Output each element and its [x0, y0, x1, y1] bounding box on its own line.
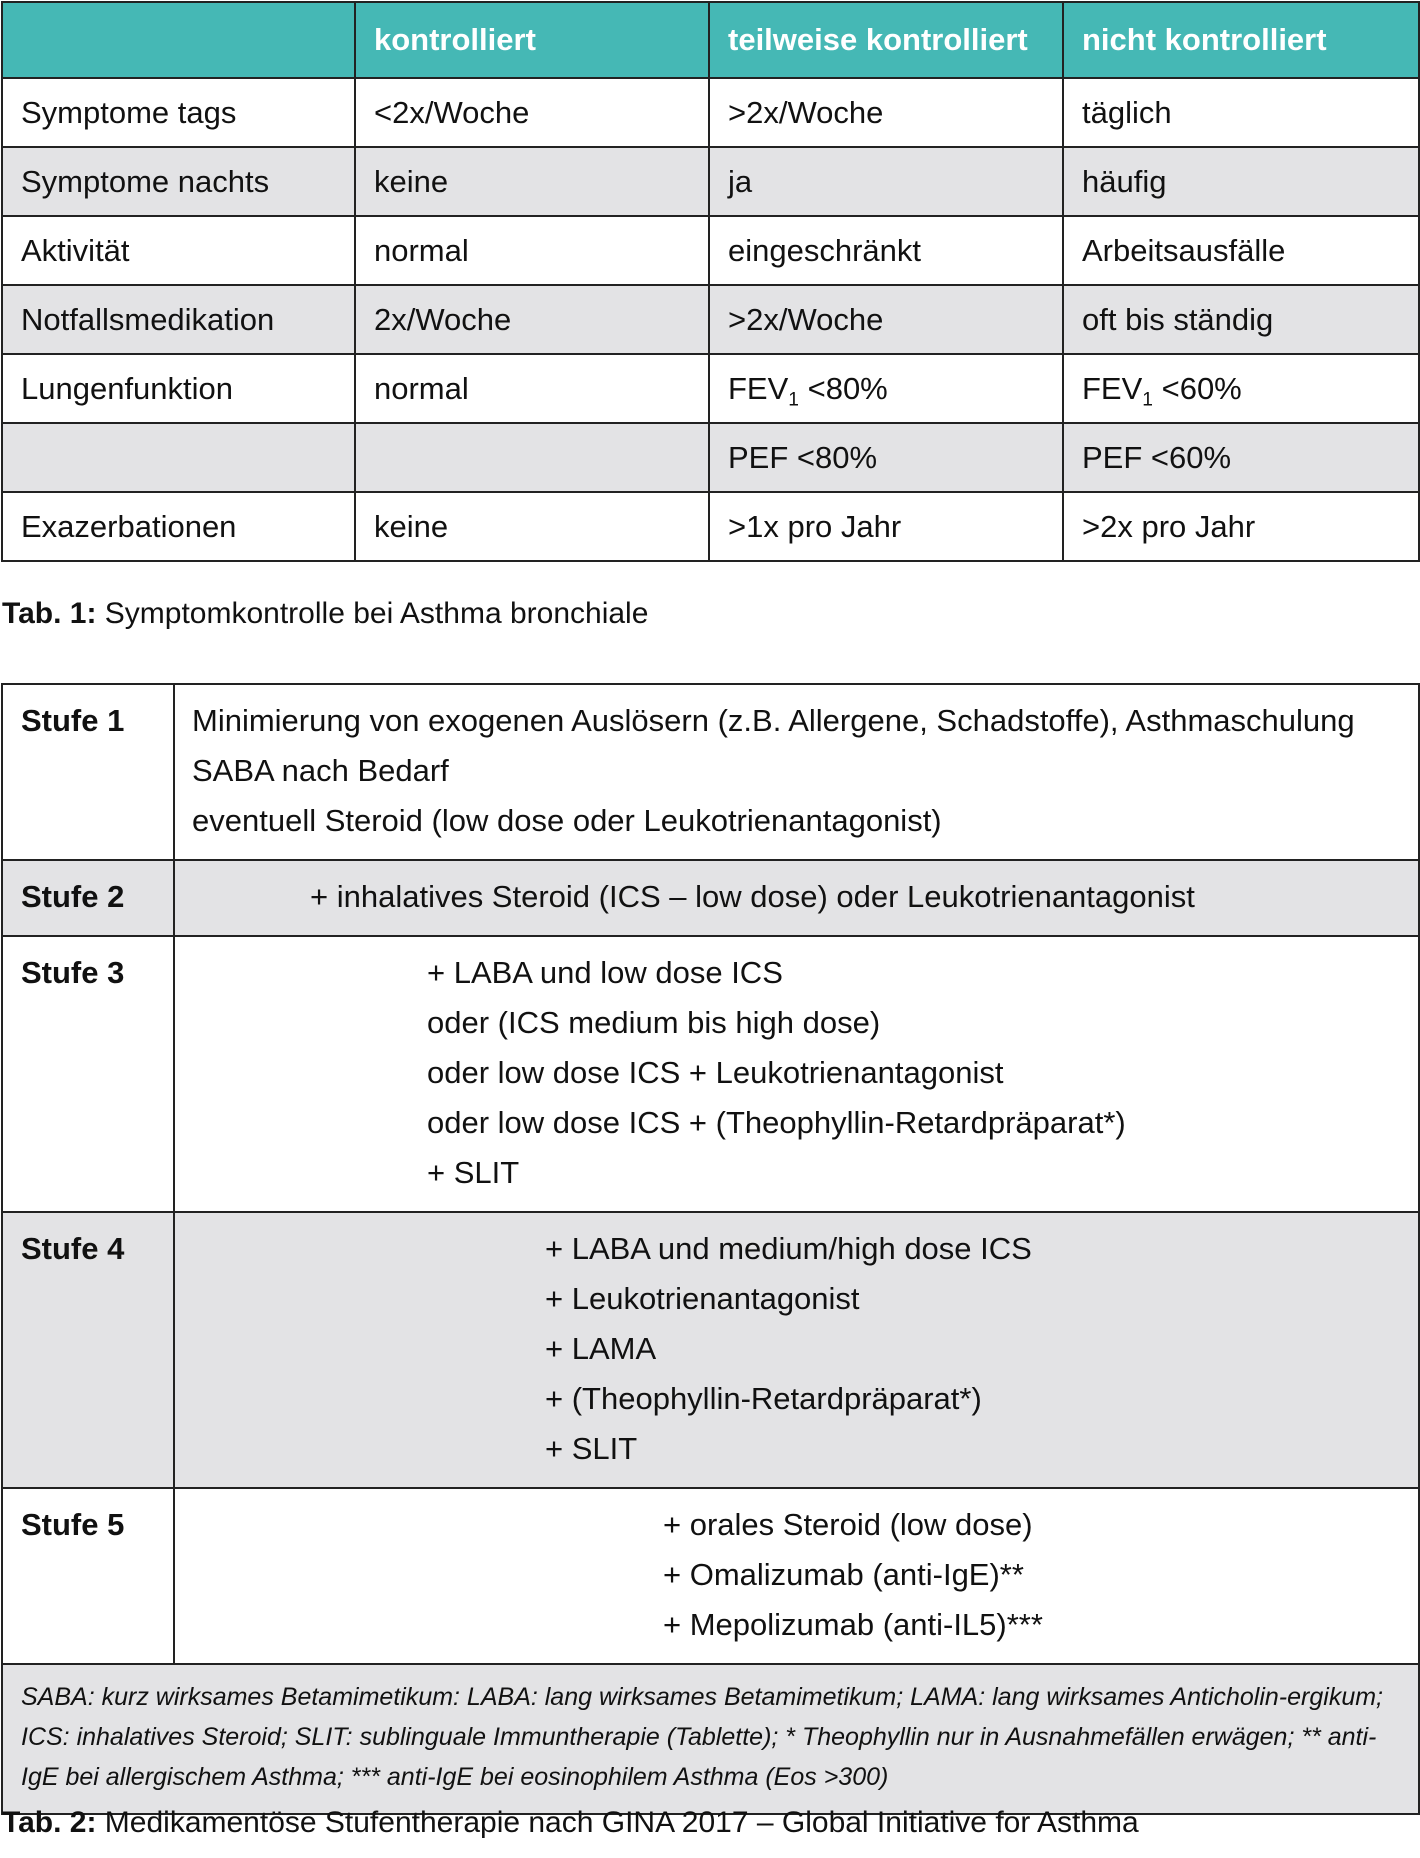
table-cell: keine: [355, 492, 709, 561]
therapy-line: oder low dose ICS + Leukotrienantagonist: [427, 1055, 1004, 1090]
stage-row: [2, 936, 1419, 1212]
row-label: [2, 423, 355, 492]
row-label: Lungenfunktion: [2, 354, 355, 423]
table-cell: 2x/Woche: [355, 285, 709, 354]
stage-label: Stufe 5: [2, 1488, 174, 1664]
therapy-line: + SLIT: [427, 1155, 520, 1190]
header-empty: [2, 2, 355, 78]
therapy-line: + Omalizumab (anti-IgE)**: [663, 1557, 1024, 1592]
table-row: [2, 423, 1419, 492]
table-cell: normal: [355, 354, 709, 423]
step-therapy-table: [1, 683, 1420, 1815]
stage-label: Stufe 4: [2, 1212, 174, 1488]
row-label: Exazerbationen: [2, 492, 355, 561]
table-cell-fev1: [1063, 354, 1419, 423]
therapy-line: oder low dose ICS + (Theophyllin-Retardpräparat*): [427, 1105, 1126, 1140]
stage-label: Stufe 2: [2, 860, 174, 936]
table-cell: oft bis ständig: [1063, 285, 1419, 354]
therapy-line: + (Theophyllin-Retardpräparat*): [545, 1381, 982, 1416]
header-nicht-kontrolliert: nicht kontrolliert: [1063, 2, 1419, 78]
table1-caption: [2, 597, 648, 631]
table-cell: normal: [355, 216, 709, 285]
table-cell: [355, 423, 709, 492]
therapy-line: + SLIT: [545, 1431, 638, 1466]
table-row: [2, 492, 1419, 561]
table-cell: Arbeitsausfälle: [1063, 216, 1419, 285]
stage-row: [2, 1212, 1419, 1488]
table-cell: >1x pro Jahr: [709, 492, 1063, 561]
therapy-line: + inhalatives Steroid (ICS – low dose) oder Leukotrienantagonist: [310, 879, 1195, 914]
fev-label: FEV: [728, 370, 789, 406]
table-header-row: [2, 2, 1419, 78]
stage-row: [2, 1488, 1419, 1664]
therapy-line: + Mepolizumab (anti-IL5)***: [663, 1607, 1043, 1642]
stage-label: Stufe 1: [2, 684, 174, 860]
therapy-line: eventuell Steroid (low dose oder Leukotrienantagonist): [192, 803, 942, 838]
header-teilweise-kontrolliert: teilweise kontrolliert: [709, 2, 1063, 78]
table2-caption: [2, 1806, 1139, 1840]
fev-label: FEV: [1082, 370, 1143, 406]
table-cell: PEF <60%: [1063, 423, 1419, 492]
table-cell: <2x/Woche: [355, 78, 709, 147]
therapy-line: + LAMA: [545, 1331, 657, 1366]
table-cell-fev1: [709, 354, 1063, 423]
caption-label: Tab. 2:: [2, 1806, 97, 1839]
row-label: Aktivität: [2, 216, 355, 285]
header-kontrolliert: kontrolliert: [355, 2, 709, 78]
therapy-line: SABA nach Bedarf: [192, 753, 449, 788]
stage-therapy: [174, 1212, 1419, 1488]
therapy-line: Minimierung von exogenen Auslösern (z.B. Allergene, Schadstoffe), Asthmaschulung: [192, 703, 1355, 738]
table-cell: >2x/Woche: [709, 78, 1063, 147]
therapy-line: + LABA und medium/high dose ICS: [545, 1231, 1032, 1266]
table-cell: ja: [709, 147, 1063, 216]
table-cell: >2x pro Jahr: [1063, 492, 1419, 561]
table-cell: keine: [355, 147, 709, 216]
row-label: Notfallsmedikation: [2, 285, 355, 354]
table-cell: häufig: [1063, 147, 1419, 216]
stage-therapy: [174, 684, 1419, 860]
footnote-row: [2, 1664, 1419, 1814]
symptom-control-table: [1, 1, 1420, 562]
therapy-line: + LABA und low dose ICS: [427, 955, 783, 990]
table-cell: >2x/Woche: [709, 285, 1063, 354]
fev-value: <60%: [1152, 370, 1242, 406]
row-label: Symptome nachts: [2, 147, 355, 216]
caption-text: Symptomkontrolle bei Asthma bronchiale: [96, 597, 649, 630]
caption-text: Medikamentöse Stufentherapie nach GINA 2017 – Global Initiative for Asthma: [96, 1806, 1139, 1839]
stage-therapy: [174, 860, 1419, 936]
table-row: [2, 78, 1419, 147]
stage-row: [2, 684, 1419, 860]
fev-value: <80%: [798, 370, 888, 406]
table-row: [2, 285, 1419, 354]
therapy-line: + Leukotrienantagonist: [545, 1281, 860, 1316]
table-row: [2, 147, 1419, 216]
therapy-line: + orales Steroid (low dose): [663, 1507, 1033, 1542]
stage-therapy: [174, 936, 1419, 1212]
row-label: Symptome tags: [2, 78, 355, 147]
table-cell: eingeschränkt: [709, 216, 1063, 285]
caption-label: Tab. 1:: [2, 597, 97, 630]
stage-therapy: [174, 1488, 1419, 1664]
stage-row: [2, 860, 1419, 936]
fev-subscript: 1: [788, 389, 799, 411]
table-row: [2, 216, 1419, 285]
table-cell: PEF <80%: [709, 423, 1063, 492]
table-cell: täglich: [1063, 78, 1419, 147]
abbreviations-footnote: SABA: kurz wirksames Betamimetikum: LABA: lang wirksames Betamimetikum; LAMA: lang wirksames Anticholin-ergikum; ICS: inhalatives Steroid; SLIT: sublinguale Immuntherapie (Tablette); * Theophyllin nur in Ausnahmefällen erwägen; ** anti-IgE bei allergischem Asthma; *** anti-IgE bei eosinophilem Asthma (Eos >300): [2, 1664, 1419, 1814]
table-row: [2, 354, 1419, 423]
stage-label: Stufe 3: [2, 936, 174, 1212]
therapy-line: oder (ICS medium bis high dose): [427, 1005, 881, 1040]
fev-subscript: 1: [1142, 389, 1153, 411]
